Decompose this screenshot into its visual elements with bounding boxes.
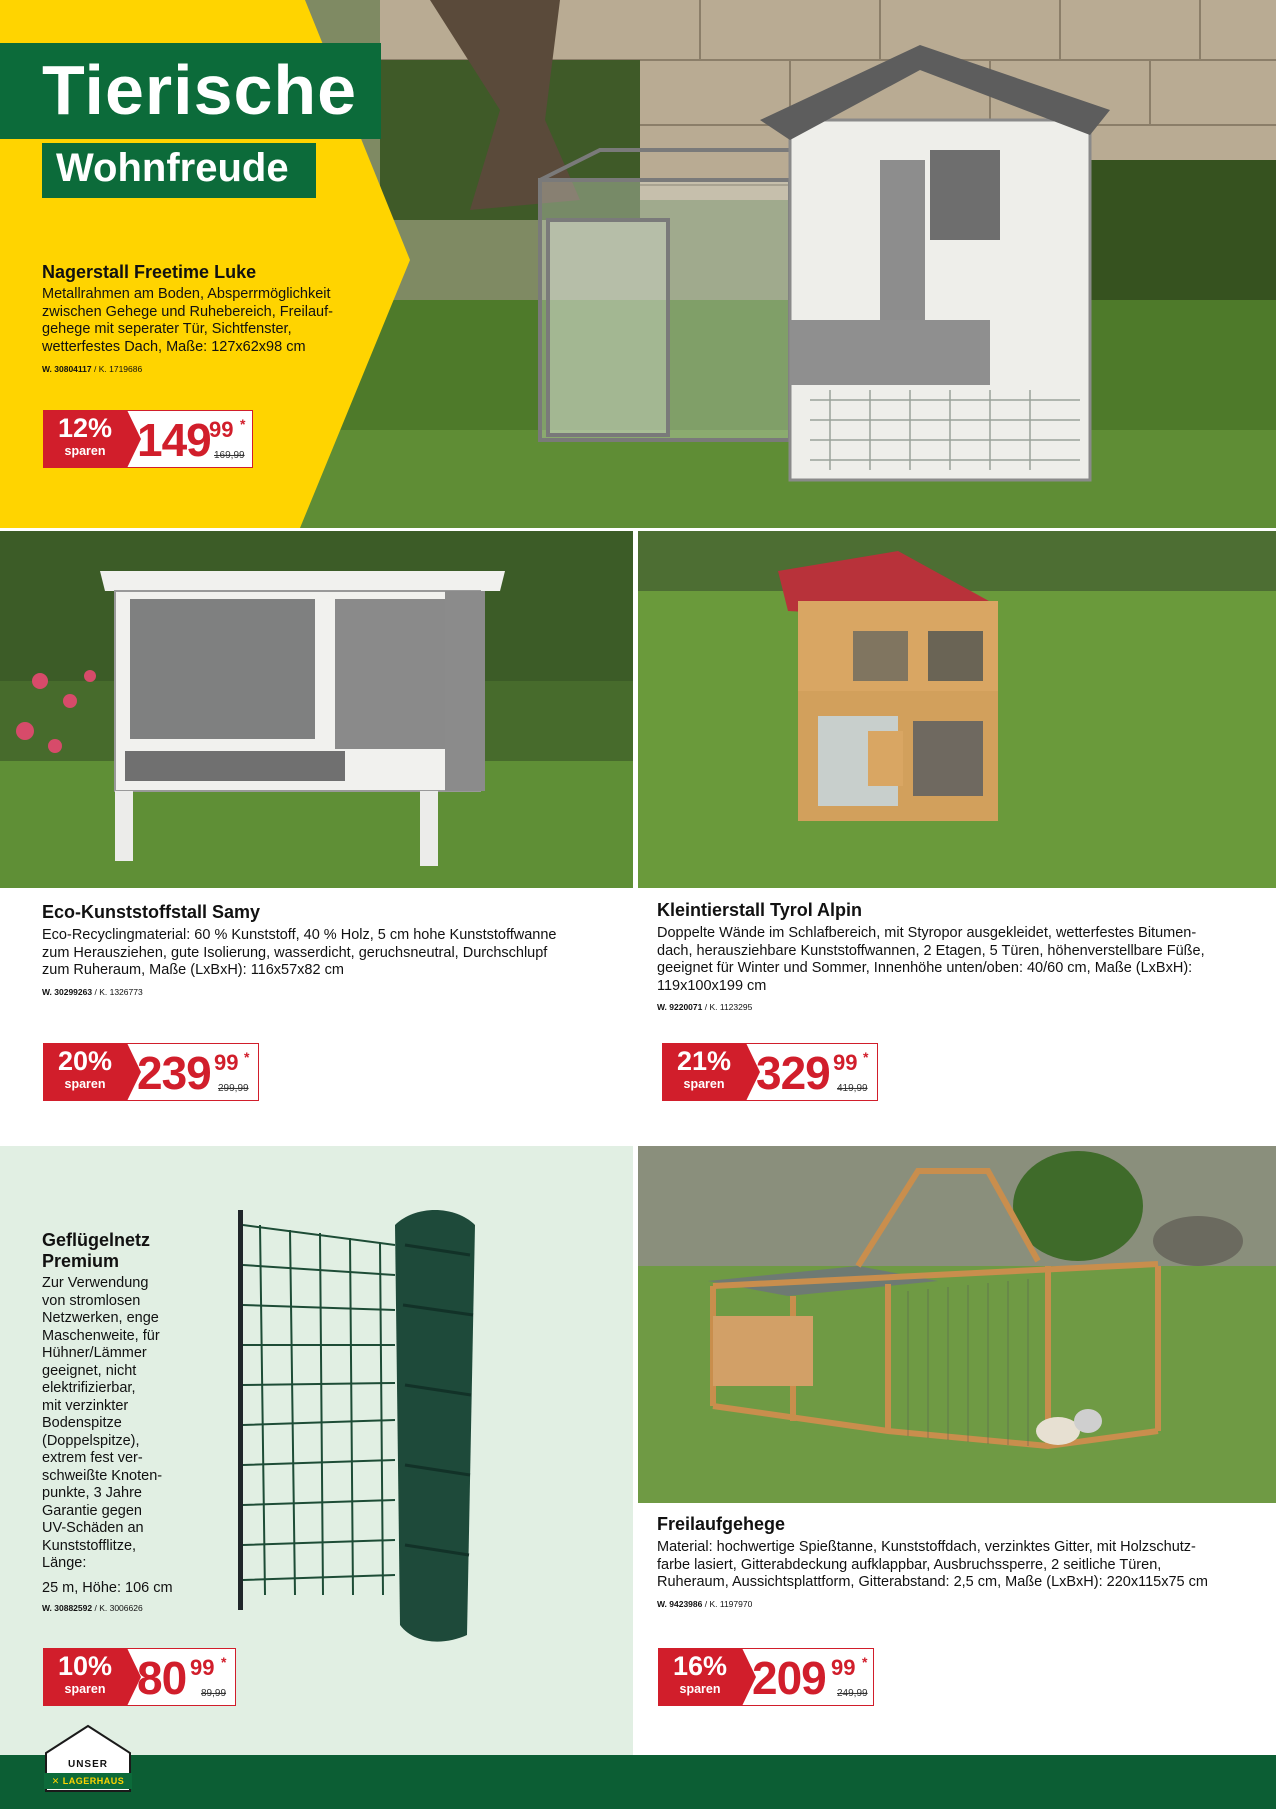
hero-section <box>0 0 1276 528</box>
product-info-freilaufgehege <box>657 1514 1257 1609</box>
old-price: 89,99 <box>201 1688 227 1699</box>
discount-box <box>43 1648 127 1706</box>
price-asterisk: * <box>240 416 246 432</box>
logo-x-mark: ✕ <box>51 1776 63 1786</box>
price-asterisk: * <box>221 1654 227 1670</box>
product-name: Nagerstall Freetime Luke <box>42 262 257 282</box>
page-subtitle: Wohnfreude <box>56 146 289 190</box>
price-badge <box>43 1648 236 1706</box>
product-description: Metallrahmen am Boden, Absperrmöglichkeit zwischen Gehege und Ruhebereich, Freilauf- gehege mit seperater Tür, Sichtfenster, wetterfestes Dach, Maße: 127x62x98 cm <box>42 286 333 355</box>
article-number: W. 9220071 / K. 1123295 <box>657 1002 753 1012</box>
hutch-photo-tyrol-alpin <box>638 531 1276 888</box>
hutch-photo-samy <box>0 531 633 888</box>
discount-percent: 12% <box>57 413 113 443</box>
price-integer: 149 <box>137 414 211 466</box>
product-info-freetime-luke <box>42 262 362 374</box>
discount-label: sparen <box>64 1682 106 1696</box>
price-asterisk: * <box>244 1049 250 1065</box>
old-price: 419,99 <box>837 1083 868 1094</box>
discount-label: sparen <box>683 1077 725 1091</box>
discount-label: sparen <box>64 1077 106 1091</box>
price-badge <box>662 1043 878 1101</box>
price-badge <box>43 1043 259 1101</box>
price-integer: 209 <box>752 1652 826 1704</box>
poultry-net-photo <box>205 1205 545 1645</box>
price-integer: 329 <box>756 1047 830 1099</box>
article-number: W. 30804117 / K. 1719686 <box>42 364 143 374</box>
product-description: Eco-Recyclingmaterial: 60 % Kunststoff, 40 % Holz, 5 cm hohe Kunststoffwanne zum Herausziehen, gute Isolierung, wasserdicht, geruchsneutral, Durchschlupf zum Ruheraum, Maße (LxBxH): 116x57x82 cm <box>42 927 557 978</box>
old-price: 169,99 <box>214 450 245 461</box>
footer-bar <box>0 1755 1276 1809</box>
article-number: W. 9423986 / K. 1197970 <box>657 1598 753 1609</box>
product-info-tyrol-alpin <box>657 900 1257 1012</box>
discount-percent: 21% <box>676 1046 732 1076</box>
logo-line-1: UNSER <box>67 1759 108 1770</box>
product-description: Doppelte Wände im Schlafbereich, mit Styropor ausgekleidet, wetterfestes Bitumen- dach, herausziehbare Kunststoffwannen, 2 Etagen, 5 Türen, höhenverstellbare Füße, geeignet für Winter und Sommer, Innenhöhe unten/oben: 40/60 cm, Maße (LxBxH): 119x100x199 cm <box>657 925 1205 994</box>
discount-label: sparen <box>679 1682 721 1696</box>
price-integer: 80 <box>137 1652 187 1704</box>
price-badge <box>43 410 253 468</box>
product-name: Geflügelnetz Premium <box>42 1230 151 1271</box>
price-integer: 239 <box>137 1047 211 1099</box>
article-number: W. 30882592 / K. 3006626 <box>42 1603 143 1613</box>
product-info-poultry-net <box>42 1230 202 1613</box>
price-badge <box>658 1648 874 1706</box>
product-name: Freilaufgehege <box>657 1514 786 1534</box>
price-decimal: 99 <box>190 1655 215 1680</box>
price-decimal: 99 <box>214 1050 239 1075</box>
discount-percent: 20% <box>57 1046 113 1076</box>
price-decimal: 99 <box>831 1655 856 1680</box>
discount-box <box>43 410 127 468</box>
discount-label: sparen <box>64 444 106 458</box>
old-price: 299,99 <box>218 1083 249 1094</box>
discount-box <box>658 1648 742 1706</box>
page-title: Tierische <box>42 51 358 129</box>
discount-percent: 10% <box>57 1651 113 1681</box>
product-name: Eco-Kunststoffstall Samy <box>42 902 261 922</box>
old-price: 249,99 <box>837 1688 868 1699</box>
price-asterisk: * <box>863 1049 869 1065</box>
product-size: 25 m, Höhe: 106 cm <box>42 1579 173 1596</box>
logo-line-2: ✕ LAGERHAUS <box>44 1773 132 1789</box>
price-asterisk: * <box>862 1654 868 1670</box>
product-description: Material: hochwertige Spießtanne, Kunststoffdach, verzinktes Gitter, mit Holzschutz- farbe lasiert, Gitterabdeckung aufklappbar, Ausbruchssperre, 2 seitliche Türen, Ruheraum, Aussichtsplattform, Gitterabstand: 2,5 cm, Maße (LxBxH): 220x115x75 cm <box>657 1539 1208 1590</box>
product-info-samy <box>42 902 602 997</box>
article-number: W. 30299263 / K. 1326773 <box>42 986 143 997</box>
product-description: Zur Verwendung von stromlosen Netzwerken, enge Maschenweite, für Hühner/Lämmer geeignet, nicht elektrifizierbar, mit verzinkter Bodenspitze (Doppelspitze), extrem fest ver- schweißte Knoten- punkte, 3 Jahre Garantie gegen UV-Schäden an Kunststofflitze, Länge: 25 m, Höhe: 106 cm <box>42 1275 202 1597</box>
price-decimal: 99 <box>833 1050 858 1075</box>
product-name: Kleintierstall Tyrol Alpin <box>657 900 863 920</box>
discount-percent: 16% <box>672 1651 728 1681</box>
lagerhaus-logo <box>42 1723 134 1793</box>
price-decimal: 99 <box>209 417 234 442</box>
discount-box <box>43 1043 127 1101</box>
discount-box <box>662 1043 746 1101</box>
enclosure-photo-freilaufgehege <box>638 1146 1276 1503</box>
